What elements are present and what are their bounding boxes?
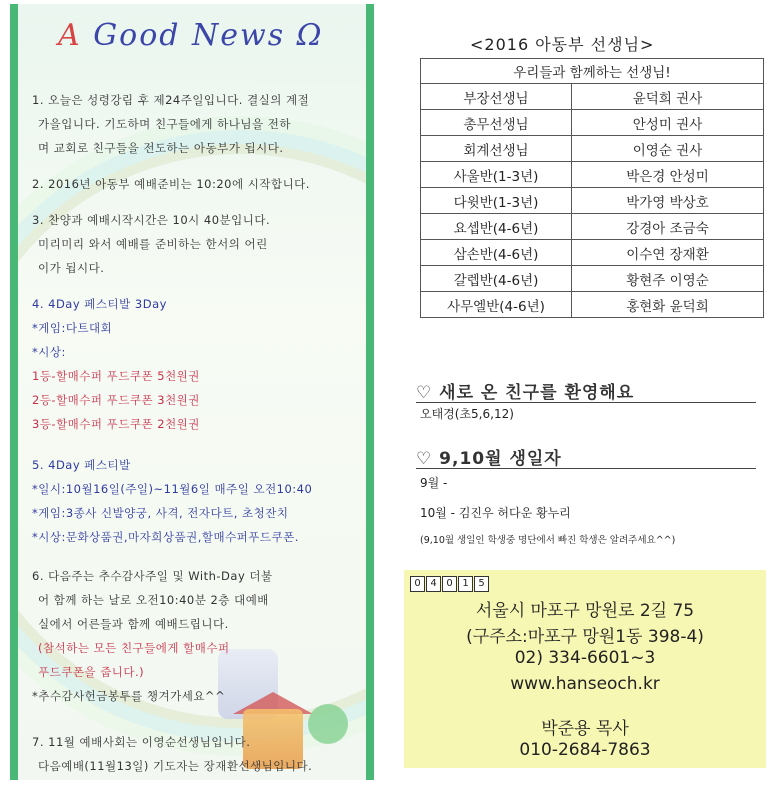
title-good-news: Good News (93, 18, 286, 53)
news-line: *일시:10월16일(주일)~11월6일 매주일 오전10:40 (32, 482, 313, 496)
page-title (58, 18, 324, 53)
news-line: 실에서 어른들과 함께 예배드립니다. (38, 617, 229, 631)
news-line: 2. 2016년 아동부 예배준비는 10:20에 시작합니다. (32, 177, 310, 191)
news-line: *시상: (32, 345, 66, 359)
title-letter-a: A (58, 18, 82, 53)
teacher-role: 요셉반(4-6년) (421, 214, 572, 240)
news-item (32, 564, 374, 708)
table-row (421, 214, 764, 240)
news-line: 1등-할매수퍼 푸드쿠폰 5천원권 (32, 369, 200, 383)
news-line: 가을입니다. 기도하며 친구들에게 하나님을 전하 (38, 117, 291, 131)
news-line: *게임:다트대회 (32, 321, 113, 335)
zip-digit: 1 (458, 576, 473, 592)
news-line: (참석하는 모든 친구들에게 할매수퍼 (38, 641, 230, 655)
news-item (32, 730, 374, 778)
church-address: 서울시 마포구 망원로 2길 75 (475, 601, 695, 621)
news-line: *게임:3종사 신발양궁, 사격, 전자다트, 초청잔치 (32, 506, 289, 520)
birthday-oct: 10월 - 김진우 허다운 황누리 (420, 506, 571, 520)
news-line: 2등-할매수퍼 푸드쿠폰 3천원권 (32, 393, 200, 407)
teacher-name: 홍현화 윤덕희 (572, 292, 764, 318)
teacher-role: 사무엘반(4-6년) (421, 292, 572, 318)
birthday-sept: 9월 - (420, 476, 448, 490)
birthday-note: (9,10월 생일인 학생중 명단에서 빠진 학생은 알려주세요^^) (420, 535, 676, 546)
news-line: 푸드쿠폰을 줍니다.) (38, 665, 145, 679)
contact-box (404, 570, 766, 768)
birthday-heading: ♡ 9,10월 생일자 (416, 449, 562, 469)
zip-digit: 0 (410, 576, 425, 592)
teacher-name: 박은경 안성미 (572, 162, 764, 188)
news-line: 1. 오늘은 성령강림 후 제24주일입니다. 결실의 계절 (32, 93, 310, 107)
news-line: 4. 4Day 페스티발 3Day (32, 297, 167, 311)
news-panel (10, 4, 374, 780)
teacher-role: 삼손반(4-6년) (421, 240, 572, 266)
news-line: 3등-할매수퍼 푸드쿠폰 2천원권 (32, 417, 200, 431)
table-row (421, 162, 764, 188)
welcome-names: 오태경(초5,6,12) (420, 407, 514, 421)
news-line: 미리미리 와서 예배를 준비하는 한서의 어린 (38, 237, 268, 251)
pastor-name: 박준용 목사 (541, 719, 629, 739)
table-row (421, 110, 764, 136)
birthday-divider (416, 468, 756, 469)
website-link[interactable]: www.hanseoch.kr (510, 674, 660, 694)
table-row (421, 188, 764, 214)
teachers-table-header: 우리들과 함께하는 선생님! (421, 59, 764, 84)
mobile-number: 010-2684-7863 (519, 740, 651, 760)
teacher-role: 갈렙반(4-6년) (421, 266, 572, 292)
news-line: 7. 11월 예배사회는 이영순선생님입니다. (32, 735, 251, 749)
teachers-title: <2016 아동부 선생님> (470, 35, 655, 54)
zip-code (410, 576, 490, 592)
title-omega: Ω (296, 18, 324, 53)
news-line: 5. 4Day 페스티발 (32, 458, 131, 472)
teacher-name: 안성미 권사 (572, 110, 764, 136)
teacher-name: 황현주 이영순 (572, 266, 764, 292)
news-item (32, 208, 374, 280)
teacher-role: 회계선생님 (421, 136, 572, 162)
teacher-name: 박가영 박상호 (572, 188, 764, 214)
teachers-table (420, 58, 764, 318)
table-row (421, 84, 764, 110)
teacher-name: 강경아 조금숙 (572, 214, 764, 240)
table-row (421, 292, 764, 318)
news-item (32, 453, 374, 549)
teacher-name: 이영순 권사 (572, 136, 764, 162)
news-item (32, 292, 374, 436)
welcome-divider (416, 402, 756, 403)
zip-digit: 0 (442, 576, 457, 592)
news-line: *시상:문화상품권,마자희상품권,할매수퍼푸드쿠폰. (32, 530, 299, 544)
phone-number: 02) 334-6601~3 (514, 648, 656, 668)
zip-digit: 5 (474, 576, 489, 592)
news-line: 다음예배(11월13일) 기도자는 장재환선생님입니다. (38, 759, 313, 773)
teacher-role: 총무선생님 (421, 110, 572, 136)
news-line: 어 함께 하는 날로 오전10:40분 2층 대예배 (38, 593, 269, 607)
teacher-role: 부장선생님 (421, 84, 572, 110)
news-line: 이가 됩시다. (38, 261, 105, 275)
table-row (421, 266, 764, 292)
news-line: *추수감사헌금봉투를 챙겨가세요^^ (32, 689, 226, 703)
zip-digit: 4 (426, 576, 441, 592)
teacher-role: 사울반(1-3년) (421, 162, 572, 188)
news-item (32, 172, 374, 196)
news-line: 3. 찬양과 예배시작시간은 10시 40분입니다. (32, 213, 271, 227)
welcome-heading: ♡ 새로 온 친구를 환영해요 (416, 383, 635, 403)
old-address: (구주소:마포구 망원1동 398-4) (466, 627, 704, 647)
news-item (32, 88, 374, 160)
news-line: 며 교회로 친구들을 전도하는 아동부가 됩시다. (38, 141, 284, 155)
teacher-name: 이수연 장재환 (572, 240, 764, 266)
table-row (421, 136, 764, 162)
teacher-name: 윤덕희 권사 (572, 84, 764, 110)
teacher-role: 다윗반(1-3년) (421, 188, 572, 214)
table-row (421, 240, 764, 266)
news-line: 6. 다음주는 추수감사주일 및 With-Day 더불 (32, 569, 273, 583)
